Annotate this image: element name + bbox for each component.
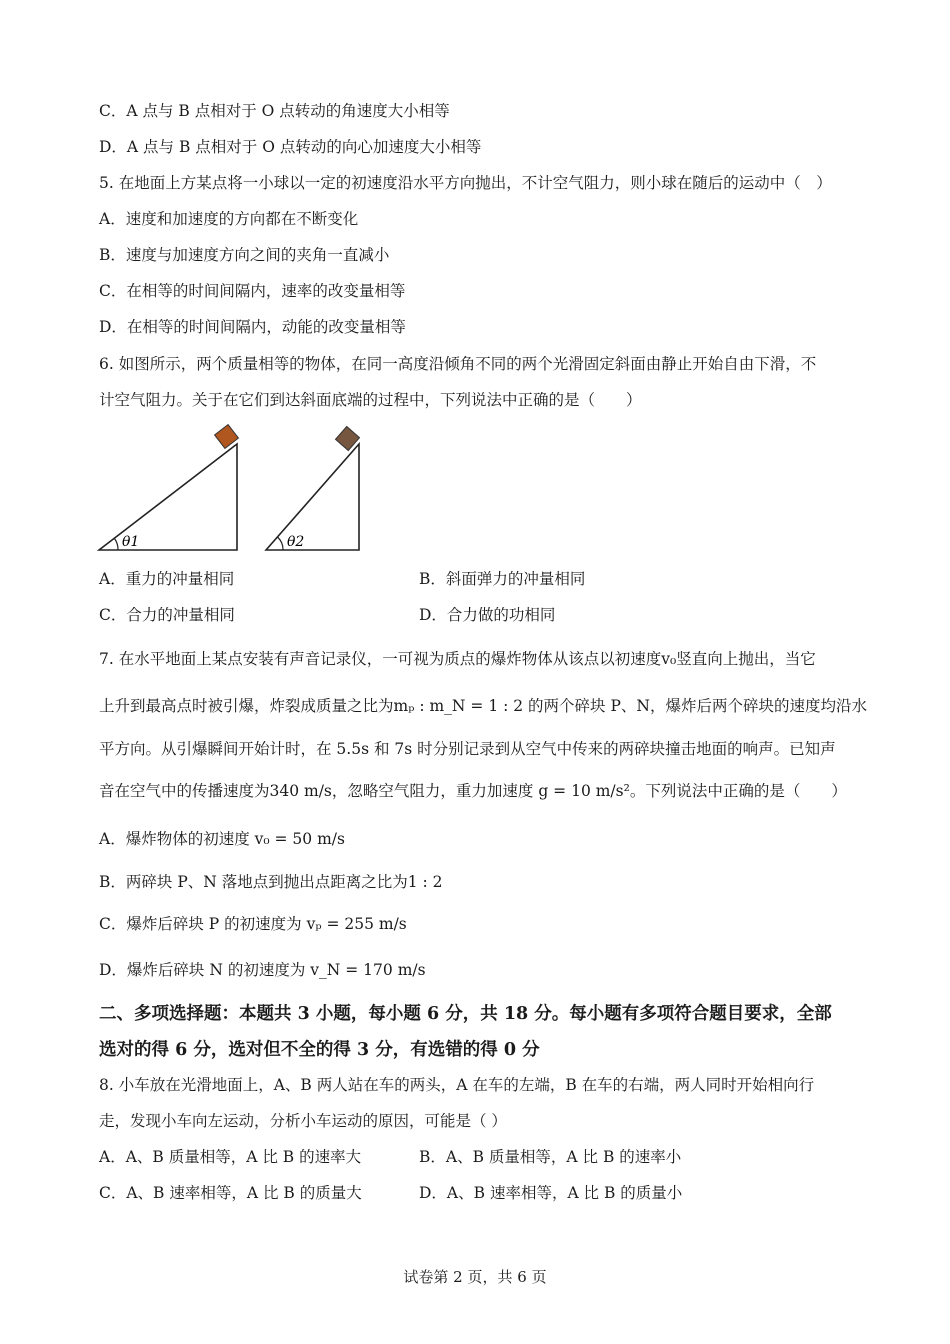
q7-option-b: B．两碎块 P、N 落地点到抛出点距离之比为1 : 2 <box>99 873 443 891</box>
q8-stem-line1: 8. 小车放在光滑地面上，A、B 两人站在车的两头，A 在车的左端，B 在车的右端，两人同时开始相向行 <box>99 1076 815 1094</box>
theta2-label: θ2 <box>287 534 305 550</box>
q7-stem-line3: 平方向。从引爆瞬间开始计时，在 5.5s 和 7s 时分别记录到从空气中传来的两碎块撞击地面的响声。已知声 <box>99 740 836 758</box>
incline-1 <box>99 444 237 550</box>
q4-option-d: D．A 点与 B 点相对于 O 点转动的向心加速度大小相等 <box>99 138 482 156</box>
q5-option-d: D．在相等的时间间隔内，动能的改变量相等 <box>99 318 406 336</box>
q5-option-b: B．速度与加速度方向之间的夹角一直减小 <box>99 246 390 264</box>
q7-option-c: C．爆炸后碎块 P 的初速度为 vₚ = 255 m/s <box>99 915 407 933</box>
q6-option-c: C．合力的冲量相同 <box>99 606 235 624</box>
q7-option-d: D．爆炸后碎块 N 的初速度为 v_N = 170 m/s <box>99 961 426 979</box>
incline-2 <box>266 444 359 550</box>
angle-arc-1 <box>115 539 119 551</box>
page-footer: 试卷第 2 页，共 6 页 <box>403 1268 547 1286</box>
q7-option-a: A．爆炸物体的初速度 v₀ = 50 m/s <box>99 830 345 848</box>
q8-stem-line2: 走，发现小车向左运动，分析小车运动的原因，可能是（ ） <box>99 1112 507 1130</box>
q6-option-d: D．合力做的功相同 <box>419 606 556 624</box>
q5-option-c: C．在相等的时间间隔内，速率的改变量相等 <box>99 282 406 300</box>
q6-option-a: A．重力的冲量相同 <box>99 570 235 588</box>
q6-stem-line1: 6. 如图所示，两个质量相等的物体，在同一高度沿倾角不同的两个光滑固定斜面由静止开始自由下滑，不 <box>99 355 817 373</box>
q7-stem-line4: 音在空气中的传播速度为340 m/s，忽略空气阻力，重力加速度 g = 10 m/s²。下列说法中正确的是（ ） <box>99 782 847 800</box>
q8-option-a: A．A、B 质量相等，A 比 B 的速率大 <box>99 1148 362 1166</box>
q7-stem-line2: 上升到最高点时被引爆，炸裂成质量之比为mₚ : m_N = 1 : 2 的两个碎块 P、N，爆炸后两个碎块的速度均沿水 <box>99 697 867 715</box>
q4-option-c: C．A 点与 B 点相对于 O 点转动的角速度大小相等 <box>99 102 450 120</box>
inclined-planes-figure <box>96 422 366 554</box>
section2-heading-line1: 二、多项选择题：本题共 3 小题，每小题 6 分，共 18 分。每小题有多项符合题目要求，全部 <box>99 1004 832 1024</box>
q6-stem-line2: 计空气阻力。关于在它们到达斜面底端的过程中，下列说法中正确的是（ ） <box>99 391 642 409</box>
q8-option-b: B．A、B 质量相等，A 比 B 的速率小 <box>419 1148 682 1166</box>
q8-option-d: D．A、B 速率相等，A 比 B 的质量小 <box>419 1184 683 1202</box>
angle-arc-2 <box>278 537 284 550</box>
q6-option-b: B．斜面弹力的冲量相同 <box>419 570 586 588</box>
q5-stem: 5. 在地面上方某点将一小球以一定的初速度沿水平方向抛出，不计空气阻力，则小球在随后的运动中（ ） <box>99 174 832 192</box>
section2-heading-line2: 选对的得 6 分，选对但不全的得 3 分，有选错的得 0 分 <box>99 1040 540 1060</box>
theta1-label: θ1 <box>122 534 140 550</box>
q5-option-a: A．速度和加速度的方向都在不断变化 <box>99 210 359 228</box>
q7-stem-line1: 7. 在水平地面上某点安装有声音记录仪，一可视为质点的爆炸物体从该点以初速度v₀竖直向上抛出，当它 <box>99 650 816 668</box>
q8-option-c: C．A、B 速率相等，A 比 B 的质量大 <box>99 1184 362 1202</box>
